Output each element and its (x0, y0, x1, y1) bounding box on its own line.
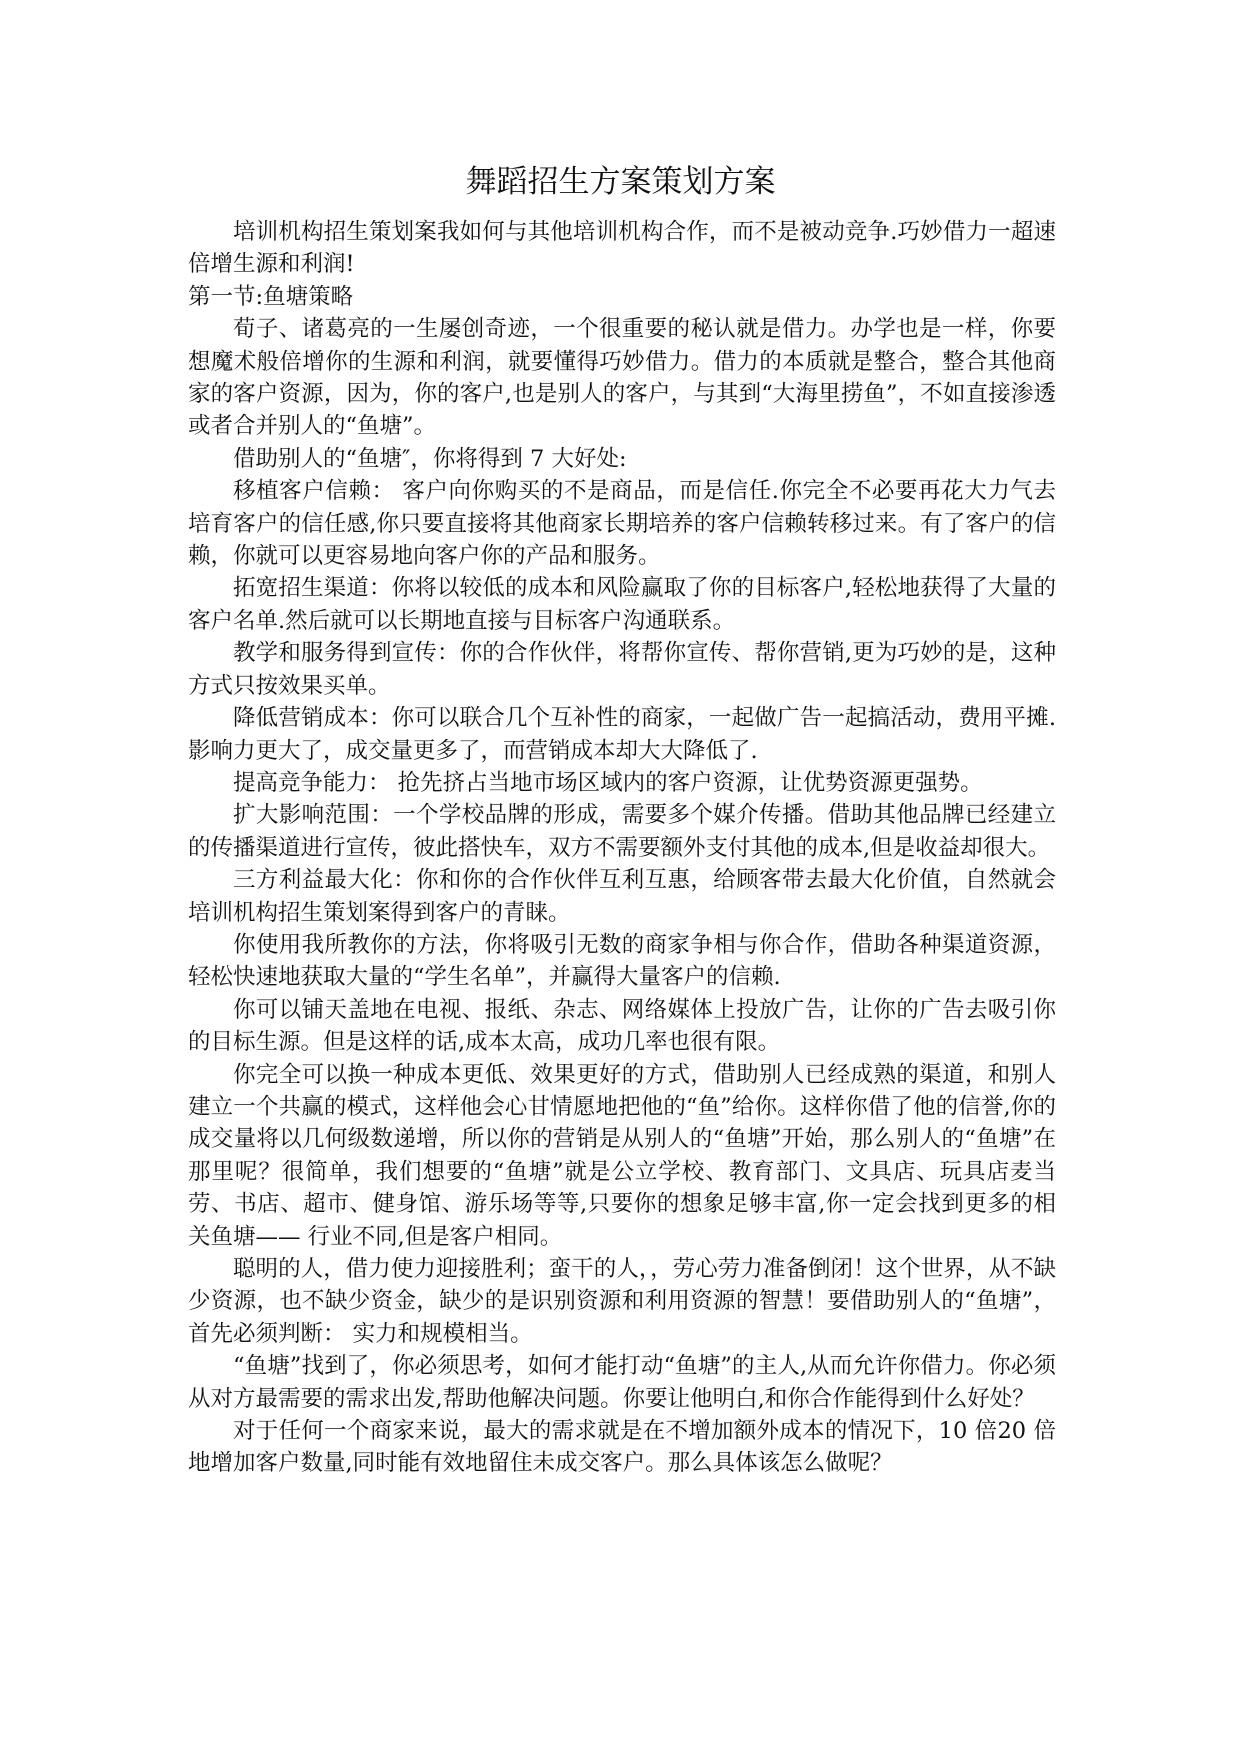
paragraph: 荀子、诸葛亮的一生屡创奇迹，一个很重要的秘认就是借力。办学也是一样，你要想魔术般倍增你的生源和利润，就要懂得巧妙借力。借力的本质就是整合，整合其他商家的客户资源，因为，你的客户,也是别人的客户，与其到“大海里捞鱼”，不如直接渗透或者合并别人的“鱼塘”。 (188, 316, 1056, 440)
paragraph: 培训机构招生策划案我如何与其他培训机构合作，而不是被动竞争.巧妙借力一超速倍增生源和利润! (188, 219, 1056, 278)
document-title: 舞蹈招生方案策划方案 (465, 164, 776, 200)
paragraph: 教学和服务得到宣传：你的合作伙伴，将帮你宣传、帮你营销,更为巧妙的是，这种方式只按效果买单。 (188, 640, 1056, 699)
paragraph: 第一节:鱼塘策略 (188, 283, 354, 310)
paragraph: 扩大影响范围：一个学校品牌的形成，需要多个媒介传播。借助其他品牌已经建立的传播渠道进行宣传，彼此搭快车，双方不需要额外支付其他的成本,但是收益却很大。 (188, 802, 1056, 861)
paragraph: 降低营销成本：你可以联合几个互补性的商家，一起做广告一起搞活动，费用平摊.影响力更大了，成交量更多了，而营销成本却大大降低了. (188, 705, 1056, 764)
paragraph: 你完全可以换一种成本更低、效果更好的方式，借助别人已经成熟的渠道，和别人建立一个共赢的模式，这样他会心甘情愿地把他的“鱼”给你。这样你借了他的信誉,你的成交量将以几何级数递增，所以你的营销是从别人的“鱼塘”开始，那么别人的“鱼塘”在那里呢？很简单，我们想要的“鱼塘”就是公立学校、教育部门、文具店、玩具店麦当劳、书店、超市、健身馆、游乐场等等,只要你的想象足够丰富,你一定会找到更多的相关鱼塘—— 行业不同,但是客户相同。 (188, 1061, 1056, 1250)
document-body (188, 216, 1056, 1480)
paragraph: 移植客户信赖： 客户向你购买的不是商品，而是信任.你完全不必要再花大力气去培育客户的信任感,你只要直接将其他商家长期培养的客户信赖转移过来。有了客户的信赖，你就可以更容易地向客户你的产品和服务。 (188, 478, 1056, 570)
paragraph: 拓宽招生渠道：你将以较低的成本和风险赢取了你的目标客户,轻松地获得了大量的客户名单.然后就可以长期地直接与目标客户沟通联系。 (188, 575, 1056, 634)
paragraph: 你使用我所教你的方法，你将吸引无数的商家争相与你合作，借助各种渠道资源，轻松快速地获取大量的“学生名单”，并赢得大量客户的信赖. (188, 931, 1056, 991)
paragraph: 你可以铺天盖地在电视、报纸、杂志、网络媒体上投放广告，让你的广告去吸引你的目标生源。但是这样的话,成本太高，成功几率也很有限。 (188, 996, 1056, 1056)
paragraph: 对于任何一个商家来说，最大的需求就是在不增加额外成本的情况下，10 倍20 倍地增加客户数量,同时能有效地留住未成交客户。那么具体该怎么做呢？ (188, 1418, 1056, 1477)
paragraph: 借助别人的“鱼塘″，你将得到 7 大好处: (233, 445, 627, 472)
paragraph: 提高竞争能力： 抢先挤占当地市场区域内的客户资源，让优势资源更强势。 (233, 769, 983, 796)
paragraph: “鱼塘”找到了，你必须思考，如何才能打动“鱼塘”的主人,从而允许你借力。你必须从对方最需要的需求出发,帮助他解决问题。你要让他明白,和你合作能得到什么好处？ (188, 1353, 1056, 1412)
paragraph: 聪明的人，借力使力迎接胜利；蛮干的人，，劳心劳力准备倒闭！这个世界，从不缺少资源，也不缺少资金，缺少的是识别资源和利用资源的智慧！要借助别人的“鱼塘”，首先必须判断： 实力和规模相当。 (188, 1256, 1056, 1347)
paragraph: 三方利益最大化：你和你的合作伙伴互利互惠，给顾客带去最大化价值，自然就会培训机构招生策划案得到客户的青睐。 (188, 867, 1056, 926)
